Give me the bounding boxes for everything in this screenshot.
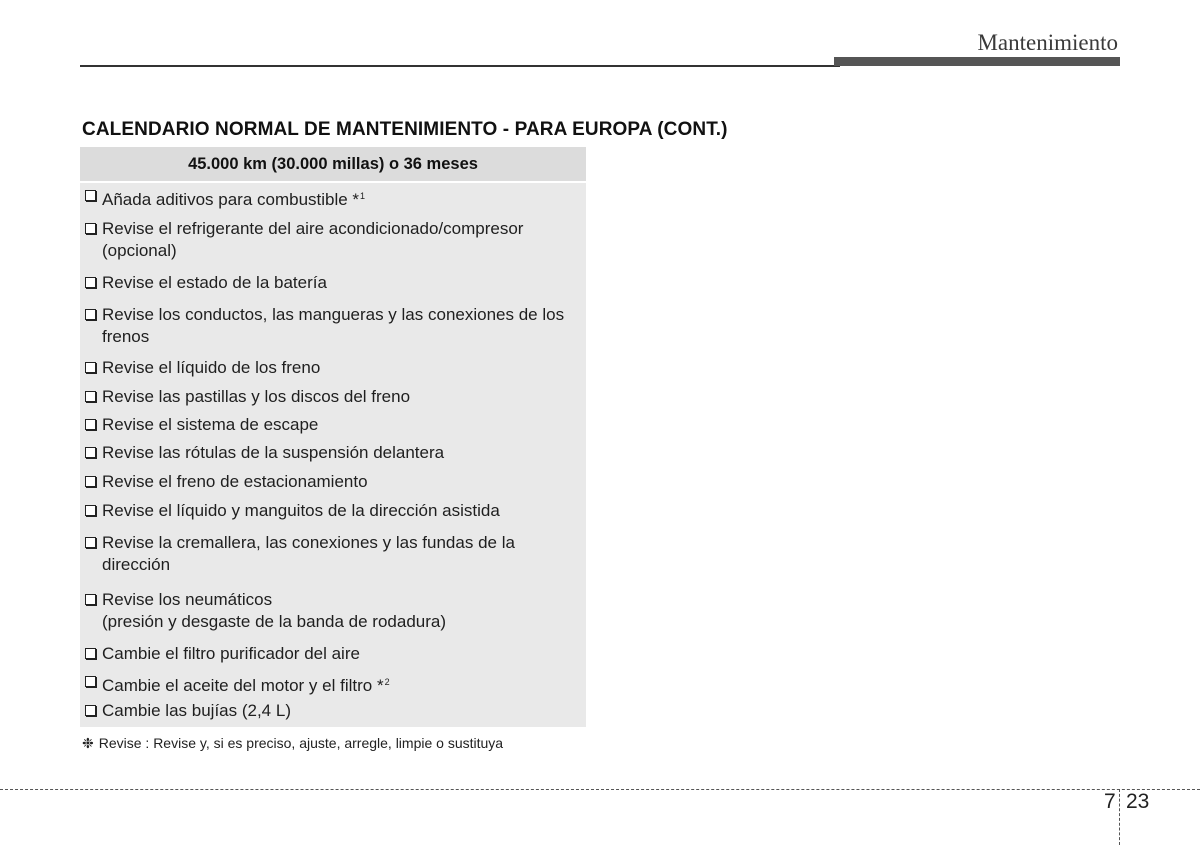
schedule-item-text: Revise las pastillas y los discos del freno — [102, 387, 411, 406]
schedule-item-text: Cambie el aceite del motor y el filtro *$^2$ — [102, 676, 390, 695]
schedule-item-text: Añada aditivos para combustible *$^1$ — [102, 190, 366, 209]
checkbox-icon — [85, 676, 96, 687]
schedule-item — [85, 532, 581, 576]
schedule-item-text: Revise las rótulas de la suspensión delantera — [102, 443, 445, 462]
schedule-item-text: Revise el líquido y manguitos de la dirección asistida — [102, 501, 500, 520]
checkbox-icon — [85, 594, 96, 605]
schedule-item-text: Cambie el filtro purificador del aire — [102, 644, 360, 663]
section-title: CALENDARIO NORMAL DE MANTENIMIENTO - PARA EUROPA (CONT.) — [82, 119, 728, 140]
schedule-item — [85, 357, 581, 379]
schedule-item — [85, 185, 581, 211]
schedule-item-text: Cambie las bujías (2,4 L) — [102, 701, 291, 720]
checkbox-icon — [85, 190, 96, 201]
schedule-item-text: Revise los conductos, las mangueras y las conexiones de los frenos — [102, 305, 565, 346]
schedule-item — [85, 272, 581, 294]
checkbox-icon — [85, 277, 96, 288]
checkbox-icon — [85, 537, 96, 548]
schedule-item-text: Revise la cremallera, las conexiones y las fundas de la dirección — [102, 533, 515, 574]
checkbox-icon — [85, 447, 96, 458]
schedule-item — [85, 442, 581, 464]
checkbox-icon — [85, 648, 96, 659]
schedule-item — [85, 386, 581, 408]
schedule-item-text: Revise el refrigerante del aire acondicionado/compresor (opcional) — [102, 219, 524, 260]
chapter-title: Mantenimiento — [977, 30, 1118, 55]
footnote — [82, 735, 503, 752]
checkbox-icon — [85, 705, 96, 716]
schedule-item-text: Revise el líquido de los freno — [102, 358, 321, 377]
asterisk-icon: ❉ — [82, 735, 94, 751]
header-accent-bar — [834, 57, 1120, 66]
schedule-item — [85, 218, 581, 262]
checkbox-icon — [85, 362, 96, 373]
footnote-text: Revise : Revise y, si es preciso, ajuste, arregle, limpie o sustituya — [98, 735, 504, 751]
page-number-divider — [1119, 789, 1120, 845]
schedule-item — [85, 304, 581, 348]
schedule-item — [85, 671, 581, 697]
checkbox-icon — [85, 391, 96, 402]
maintenance-schedule-table — [80, 147, 586, 727]
schedule-item-text: Revise los neumáticos (presión y desgaste de la banda de rodadura) — [102, 590, 447, 631]
schedule-item — [85, 700, 581, 722]
chapter-number: 7 — [1104, 790, 1116, 813]
schedule-item — [85, 471, 581, 493]
schedule-item — [85, 414, 581, 436]
checkbox-icon — [85, 419, 96, 430]
schedule-item-text: Revise el freno de estacionamiento — [102, 472, 368, 491]
schedule-item-text: Revise el sistema de escape — [102, 415, 319, 434]
page-number: 23 — [1126, 790, 1150, 813]
schedule-item — [85, 589, 581, 633]
checkbox-icon — [85, 223, 96, 234]
checkbox-icon — [85, 505, 96, 516]
footer-dashed-rule — [0, 789, 1200, 790]
checkbox-icon — [85, 309, 96, 320]
checkbox-icon — [85, 476, 96, 487]
schedule-item — [85, 643, 581, 665]
schedule-item-text: Revise el estado de la batería — [102, 273, 327, 292]
header-rule — [80, 65, 840, 67]
schedule-interval-header: 45.000 km (30.000 millas) o 36 meses — [80, 147, 586, 183]
schedule-item — [85, 500, 581, 522]
